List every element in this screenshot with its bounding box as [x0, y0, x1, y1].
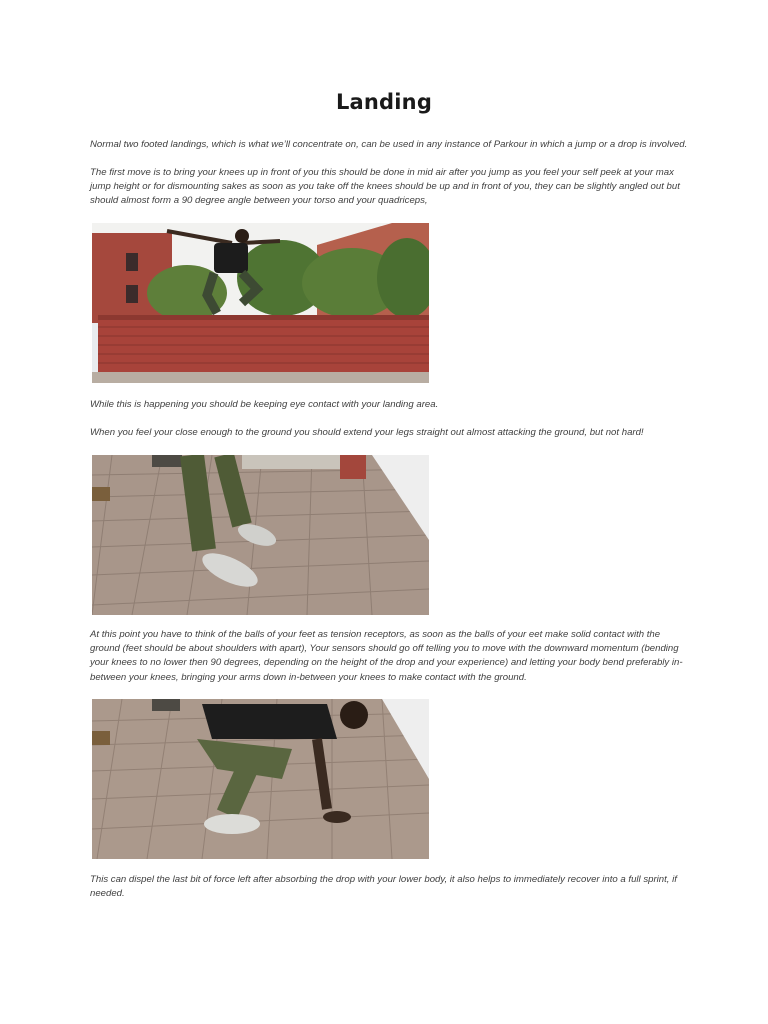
paragraph-knees-up: The first move is to bring your knees up in front of you this should be done in mid air after you jump as you feel your self peek at your max jump height or for dismounting sakes as soon as you take off the knees should be up and in front of you, they can be slightly angled out but should almost form a 90 degree angle between your torso and your quadriceps,	[90, 167, 680, 207]
paragraph-eye-contact: While this is happening you should be keeping eye contact with your landing area.	[90, 399, 439, 410]
paragraph-dispel-force: This can dispel the last bit of force left after absorbing the drop with your lower body, it also helps to immediately recover into a full sprint, if needed.	[90, 874, 677, 900]
paragraph-tension-receptors: At this point you have to think of the balls of your feet as tension receptors, as soon as the balls of your eet make solid contact with the ground (feet should be about shoulders with apart), Your sensors should go off telling you to move with the downward momentum (bending your knees to no lower then 90 degrees, depending on the height of the drop and your experience) and letting your body bend preferably in-between your knees, bringing your arms down in-between your knees to make contact with the ground.	[90, 629, 683, 683]
page-title: Landing	[335, 90, 433, 114]
photo-icon	[92, 699, 429, 859]
photo-crouched-landing	[92, 699, 429, 859]
photo-legs-extending-to-ground	[92, 455, 429, 615]
photo-icon	[92, 455, 429, 615]
paragraph-intro: Normal two footed landings, which is what we’ll concentrate on, can be used in any instance of Parkour in which a jump or a drop is involved.	[90, 139, 688, 150]
photo-icon	[92, 223, 429, 383]
paragraph-extend-legs: When you feel your close enough to the ground you should extend your legs straight out almost attacking the ground, but not hard!	[90, 427, 644, 438]
photo-jump-over-brick-wall	[92, 223, 429, 383]
